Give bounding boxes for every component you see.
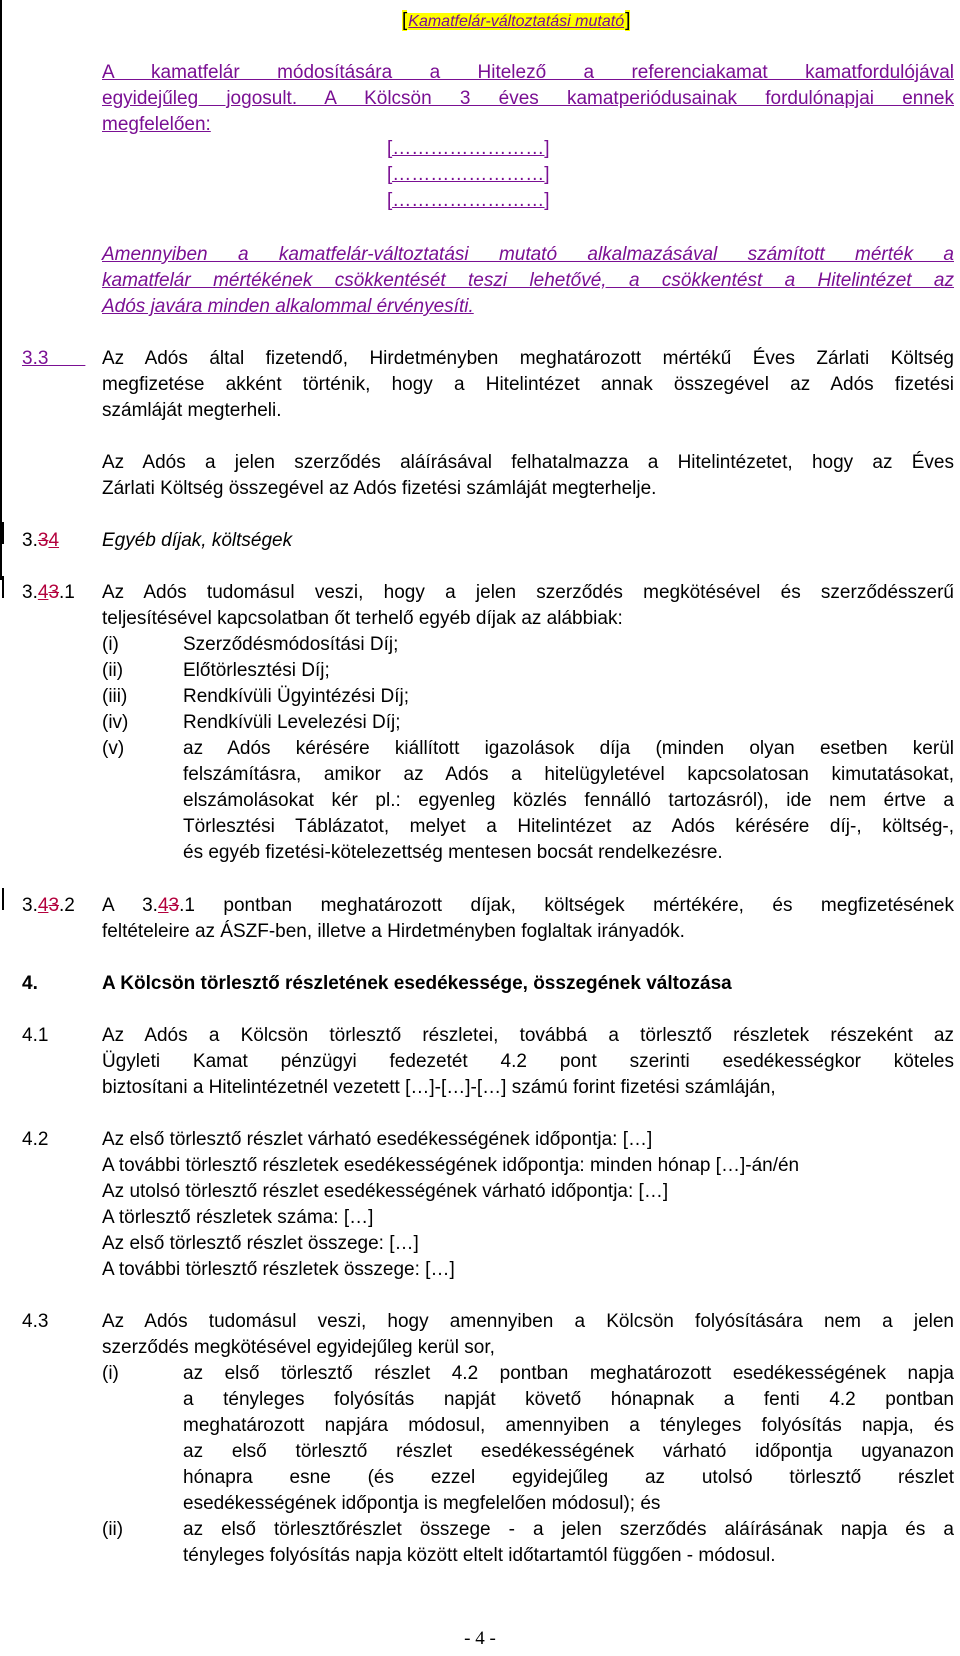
list-item-cont: elszámolásokat kér pl.: egyenleg közlés fennálló tartozásról), ide nem értve a — [183, 790, 954, 811]
intro-line-1: A kamatfelár módosítására a Hitelező a referenciakamat kamatfordulójával — [102, 62, 954, 83]
change-bar — [2, 522, 4, 544]
s41-line-1: Az Adós a Kölcsön törlesztő részletei, továbbá a törlesztő részletek részeként az — [102, 1025, 954, 1046]
s41-line-2: Ügyleti Kamat pénzügyi fedezetét 4.2 pont szerinti esedékességkor köteles — [102, 1051, 954, 1072]
header-tag-text: Kamatfelár-változtatási mutató — [408, 13, 625, 30]
intro-line-2: egyidejűleg jogosult. A Kölcsön 3 éves kamatperiódusainak fordulónapjai ennek — [102, 88, 954, 109]
list-label: (iii) — [102, 686, 128, 707]
s43-item-i-line: esedékességének időpontja is megfelelően módosul); és — [183, 1493, 661, 1514]
s43-item-ii-line: tényleges folyósítás napja között eltelt időtartamtól függően - módosul. — [183, 1545, 776, 1566]
list-item: Előtörlesztési Díj; — [183, 660, 330, 681]
list-item: az Adós kérésére kiállított igazolások díja (minden olyan esetben kerül — [183, 738, 954, 759]
list-item-cont: Törlesztési Táblázatot, melyet a Hitelintézet az Adós kérésére díj-, költség-, — [183, 816, 954, 837]
bracket-open: [ — [402, 10, 408, 31]
s43-item-i-line: hónapra esne (és ezzel egyidejűleg az utolsó törlesztő részlet — [183, 1467, 954, 1488]
placeholder-3: [……………………] — [387, 190, 550, 211]
s43-item-i-line: a tényleges folyósítás napját követő hónapnak a fenti 4.2 pontban — [183, 1389, 954, 1410]
section-3-4-1-number: 3.43.1 — [22, 582, 75, 603]
list-item-cont: és egyéb fizetési-kötelezettség mentesen bocsát rendelkezésre. — [183, 842, 723, 863]
list-label: (v) — [102, 738, 125, 759]
s33-para2-line-1: Az Adós a jelen szerződés aláírásával felhatalmazza a Hitelintézetet, hogy az Éves — [102, 452, 954, 473]
bracket-close: ] — [625, 10, 631, 31]
placeholder-2: [……………………] — [387, 164, 550, 185]
section-3-4-number: 3.34 — [22, 530, 60, 551]
reduction-line-2: kamatfelár mértékének csökkentését teszi lehetővé, a csökkentést a Hitelintézet az — [102, 270, 954, 291]
list-item: Szerződésmódosítási Díj; — [183, 634, 399, 655]
s33-line-2: megfizetése akként történik, hogy a Hitelintézet annak összegével az Adós fizetési — [102, 374, 954, 395]
s33-line-1: Az Adós által fizetendő, Hirdetményben meghatározott mértékű Éves Zárlati Költség — [102, 348, 954, 369]
s42-line: A törlesztő részletek száma: […] — [102, 1207, 374, 1228]
list-item: Rendkívüli Levelezési Díj; — [183, 712, 401, 733]
s41-line-3: biztosítani a Hitelintézetnél vezetett […]-[…]-[…] számú forint fizetési számláján, — [102, 1077, 776, 1098]
page-number: - 4 - — [464, 1628, 496, 1649]
s342-line-2: feltételeire az ÁSZF-ben, illetve a Hirdetményben foglaltak irányadók. — [102, 921, 685, 942]
s341-line-2: teljesítésével kapcsolatban őt terhelő egyéb díjak az alábbiak: — [102, 608, 623, 629]
header-tag — [402, 8, 630, 34]
intro-line-3: megfelelően: — [102, 114, 211, 135]
s342-line-1: A 3.43.1 pontban meghatározott díjak, költségek mértékére, és megfizetésének — [102, 895, 954, 916]
list-label: (i) — [102, 1363, 119, 1384]
s43-item-i-line: meghatározott napjára módosul, amennyiben a tényleges folyósítás napja, és — [183, 1415, 954, 1436]
list-label: (iv) — [102, 712, 129, 733]
s42-line: Az első törlesztő részlet várható esedékességének időpontja: […] — [102, 1129, 653, 1150]
placeholder-1: [……………………] — [387, 138, 550, 159]
section-4-title: A Kölcsön törlesztő részletének esedékessége, összegének változása — [102, 973, 732, 994]
s341-line-1: Az Adós tudomásul veszi, hogy a jelen szerződés megkötésével és szerződésszerű — [102, 582, 954, 603]
section-4-number: 4. — [22, 973, 38, 994]
section-4-1-number: 4.1 — [22, 1025, 49, 1046]
list-label: (ii) — [102, 660, 124, 681]
section-3-4-2-number: 3.43.2 — [22, 895, 75, 916]
list-label: (ii) — [102, 1519, 124, 1540]
s43-item-i-line: az első törlesztő részlet 4.2 pontban meghatározott esedékességének napja — [183, 1363, 954, 1384]
reduction-line-1: Amennyiben a kamatfelár-változtatási mutató alkalmazásával számított mérték a — [102, 244, 954, 265]
s43-line-1: Az Adós tudomásul veszi, hogy amennyiben a Kölcsön folyósítására nem a jelen — [102, 1311, 954, 1332]
section-3-4-title: Egyéb díjak, költségek — [102, 530, 293, 551]
reduction-line-3: Adós javára minden alkalommal érvényesíti. — [102, 296, 474, 317]
change-bar — [2, 576, 4, 598]
revision-bar — [0, 0, 2, 580]
section-4-3-number: 4.3 — [22, 1311, 49, 1332]
s33-para2-line-2: Zárlati Költség összegével az Adós fizetési számláját megterhelje. — [102, 478, 657, 499]
s42-line: Az első törlesztő részlet összege: […] — [102, 1233, 419, 1254]
s33-line-3: számláját megterheli. — [102, 400, 282, 421]
s42-line: Az utolsó törlesztő részlet esedékességének várható időpontja: […] — [102, 1181, 669, 1202]
s43-item-ii-line: az első törlesztőrészlet összege - a jelen szerződés aláírásának napja és a — [183, 1519, 954, 1540]
change-bar — [2, 888, 4, 910]
s43-line-2: szerződés megkötésével egyidejűleg kerül sor, — [102, 1337, 495, 1358]
section-3-3-number: 3.3 — [22, 348, 49, 369]
list-label: (i) — [102, 634, 119, 655]
list-item: Rendkívüli Ügyintézési Díj; — [183, 686, 409, 707]
s42-line: A további törlesztő részletek összege: […] — [102, 1259, 455, 1280]
list-item-cont: felszámításra, amikor az Adós a hitelügyletével kapcsolatosan kimutatásokat, — [183, 764, 954, 785]
section-4-2-number: 4.2 — [22, 1129, 49, 1150]
s43-item-i-line: az első törlesztő részlet esedékességének várható időpontja ugyanazon — [183, 1441, 954, 1462]
s42-line: A további törlesztő részletek esedékességének időpontja: minden hónap […]-án/én — [102, 1155, 800, 1176]
